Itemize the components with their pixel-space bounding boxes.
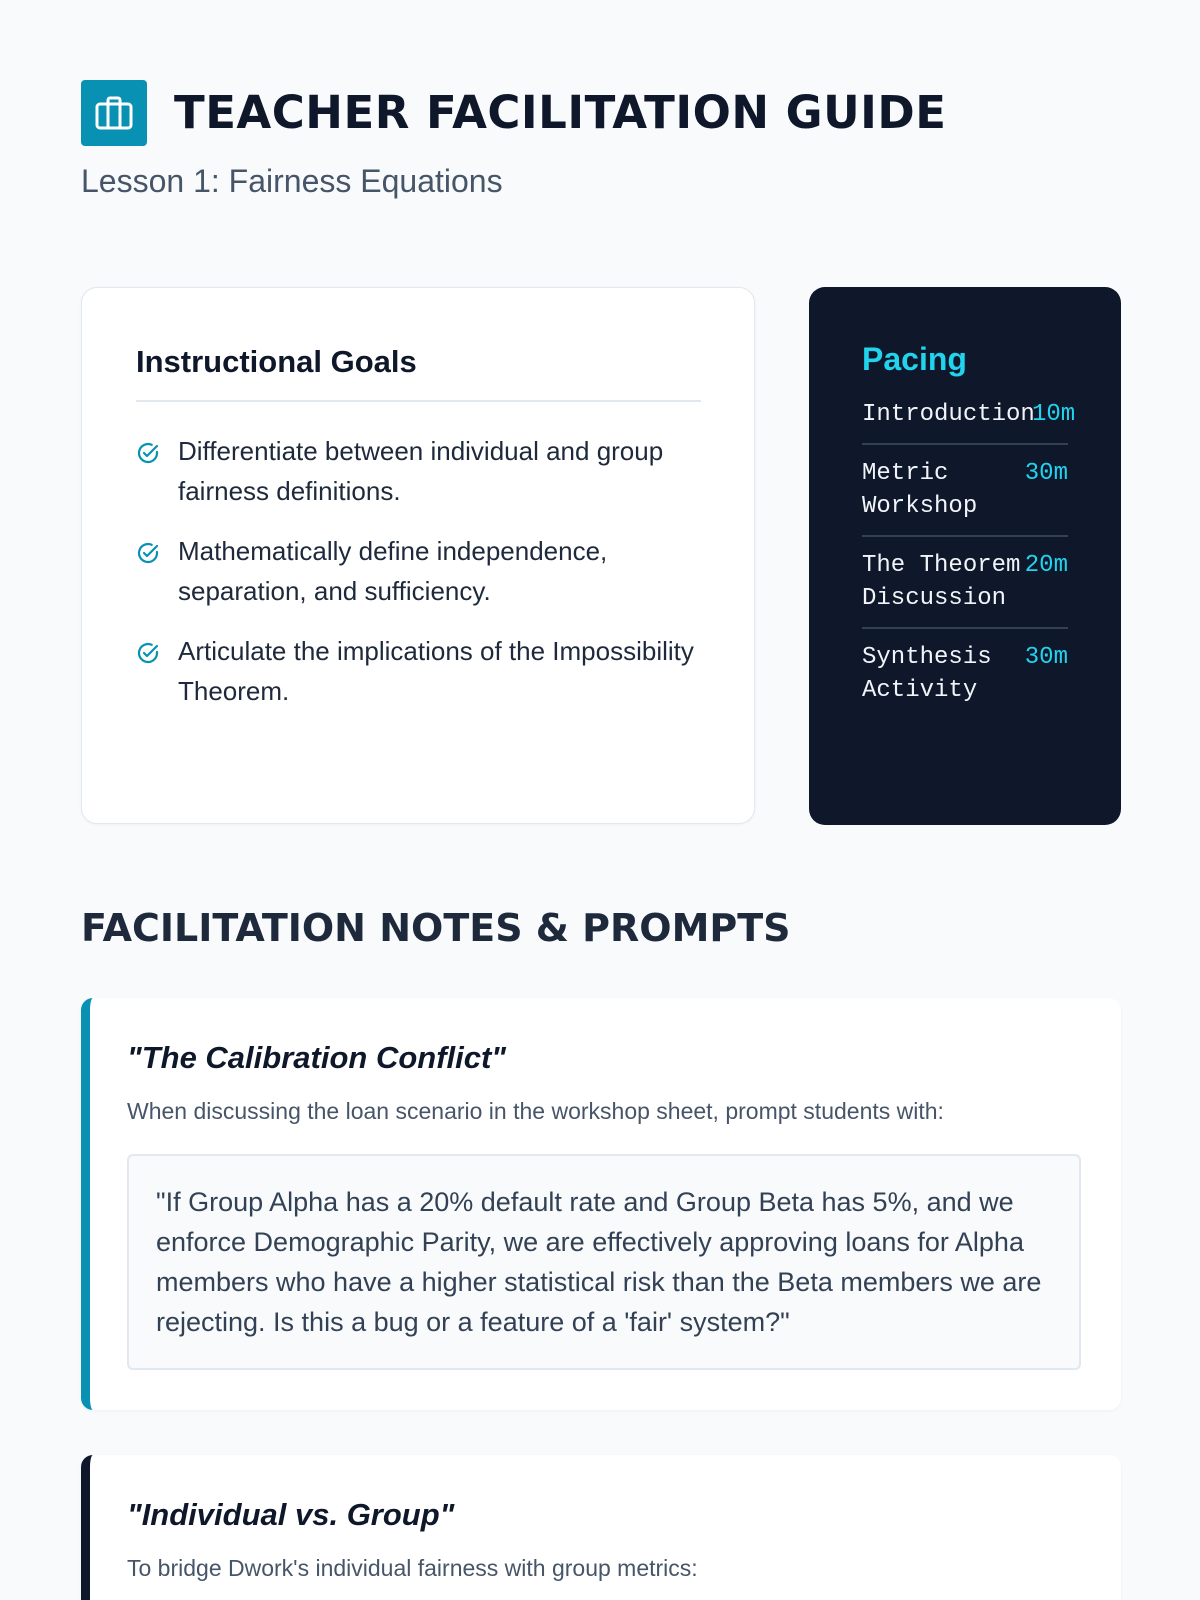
pacing-duration: 10m	[1032, 401, 1076, 428]
check-circle-icon	[136, 541, 160, 565]
prompt-card-title: "The Calibration Conflict"	[127, 1040, 507, 1075]
page-header	[81, 80, 1121, 200]
check-circle-icon	[136, 441, 160, 465]
goal-item	[136, 531, 701, 611]
pacing-card	[809, 287, 1121, 825]
prompt-card-title: "Individual vs. Group"	[127, 1497, 455, 1532]
pacing-row	[862, 398, 1076, 445]
prompt-card-intro: When discussing the loan scenario in the workshop sheet, prompt students with:	[127, 1098, 944, 1124]
goal-text: Mathematically define independence, separation, and sufficiency.	[178, 536, 608, 606]
pacing-title: Pacing	[862, 341, 967, 377]
goal-text: Articulate the implications of the Impossibility Theorem.	[178, 636, 694, 706]
prompt-card-individual-vs-group	[81, 1455, 1121, 1600]
page-title: TEACHER FACILITATION GUIDE	[174, 86, 947, 139]
pacing-duration: 20m	[1024, 552, 1068, 579]
pacing-duration: 30m	[1024, 644, 1068, 671]
title-row	[81, 80, 1121, 146]
pacing-label: The Theorem Discussion	[862, 552, 1021, 612]
goal-item	[136, 631, 701, 711]
lesson-subtitle: Lesson 1: Fairness Equations	[81, 163, 503, 199]
prompt-card-intro: To bridge Dwork's individual fairness with group metrics:	[127, 1555, 698, 1581]
prompt-card-calibration	[81, 998, 1121, 1410]
instructional-goals-card	[81, 287, 755, 824]
pacing-row	[862, 629, 1068, 719]
pacing-label: Introduction	[862, 401, 1035, 428]
pacing-label: Metric Workshop	[862, 460, 978, 520]
goals-list	[136, 431, 701, 711]
pacing-duration: 30m	[1024, 460, 1068, 487]
goal-item	[136, 431, 701, 511]
pacing-label: Synthesis Activity	[862, 644, 992, 704]
prompt-quote: "If Group Alpha has a 20% default rate and Group Beta has 5%, and we enforce Demographic Parity, we are effectively approving loans for Alpha members who have a higher statistical risk than the Beta members we are rejecting. Is this a bug or a feature of a 'fair' system?"	[127, 1154, 1081, 1370]
briefcase-icon	[81, 80, 147, 146]
goal-text: Differentiate between individual and group fairness definitions.	[178, 436, 664, 506]
check-circle-icon	[136, 641, 160, 665]
facilitation-notes-heading: FACILITATION NOTES & PROMPTS	[81, 906, 791, 950]
pacing-row	[862, 537, 1068, 629]
pacing-row	[862, 445, 1068, 537]
goals-title: Instructional Goals	[136, 344, 701, 402]
